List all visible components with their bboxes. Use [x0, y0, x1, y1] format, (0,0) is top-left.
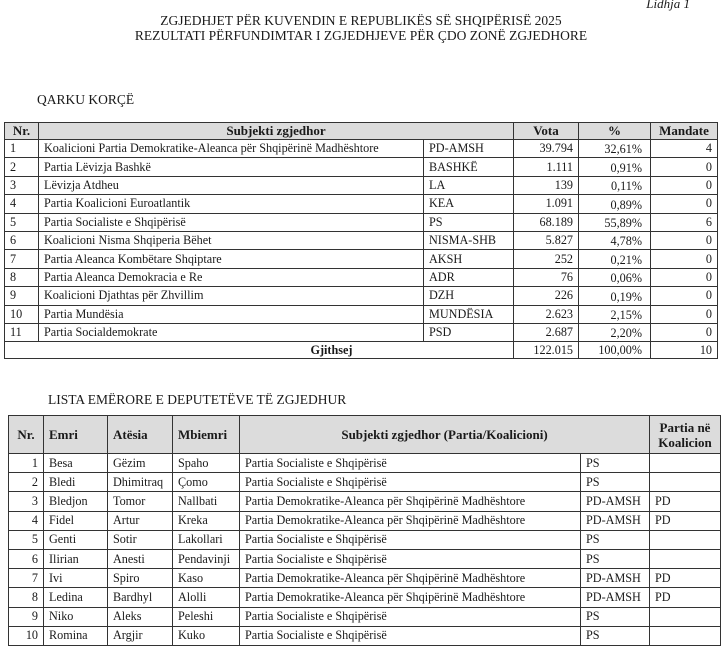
subject-abbr: PS: [581, 530, 650, 549]
region-title: QARKU KORÇË: [37, 92, 135, 107]
coalition-party: [650, 607, 721, 626]
first-name: Besa: [44, 454, 108, 473]
total-label: Gjithsej: [5, 342, 514, 359]
subject-abbr: PSD: [424, 323, 514, 341]
father-name: Aleks: [108, 607, 173, 626]
subject-abbr: PS: [581, 473, 650, 492]
subject-abbr: PS: [581, 607, 650, 626]
father-name: Argjir: [108, 626, 173, 645]
seats-value: 0: [651, 195, 718, 213]
total-seats: 10: [651, 342, 718, 359]
subject-abbr: PD-AMSH: [424, 140, 514, 158]
percent-value: 2,20%: [579, 323, 651, 341]
seats-value: 0: [651, 268, 718, 286]
row-nr: 1: [9, 454, 44, 473]
col-percent: %: [579, 123, 651, 140]
subject-abbr: PD-AMSH: [581, 569, 650, 588]
row-nr: 4: [5, 195, 39, 213]
subject-name: Partia Socialiste e Shqipërisë: [240, 626, 581, 645]
votes-value: 2.623: [514, 305, 579, 323]
row-nr: 8: [9, 588, 44, 607]
col-father-name: Atësia: [108, 416, 173, 454]
subject-name: Partia Lëvizja Bashkë: [39, 158, 424, 176]
results-total-row: [5, 342, 718, 359]
subject-name: Partia Mundësia: [39, 305, 424, 323]
first-name: Bledjon: [44, 492, 108, 511]
row-nr: 10: [5, 305, 39, 323]
seats-value: 0: [651, 323, 718, 341]
results-row: [5, 268, 718, 286]
votes-value: 76: [514, 268, 579, 286]
seats-value: 0: [651, 158, 718, 176]
coalition-party: [650, 626, 721, 645]
seats-value: 0: [651, 176, 718, 194]
subject-abbr: AKSH: [424, 250, 514, 268]
col-nr: Nr.: [5, 123, 39, 140]
last-name: Lakollari: [173, 530, 240, 549]
results-row: [5, 250, 718, 268]
deputy-row: [9, 549, 721, 568]
deputies-list-title: LISTA EMËRORE E DEPUTETËVE TË ZGJEDHUR: [48, 392, 347, 407]
row-nr: 7: [9, 569, 44, 588]
results-row: [5, 176, 718, 194]
results-table: [4, 122, 718, 359]
subject-name: Partia Koalicioni Euroatlantik: [39, 195, 424, 213]
first-name: Ledina: [44, 588, 108, 607]
first-name: Niko: [44, 607, 108, 626]
seats-value: 6: [651, 213, 718, 231]
percent-value: 55,89%: [579, 213, 651, 231]
father-name: Artur: [108, 511, 173, 530]
col-coalition-party: Partia në Koalicion: [650, 416, 721, 454]
subject-name: Partia Aleanca Kombëtare Shqiptare: [39, 250, 424, 268]
votes-value: 5.827: [514, 231, 579, 249]
results-row: [5, 158, 718, 176]
subject-abbr: PS: [424, 213, 514, 231]
coalition-party: [650, 549, 721, 568]
subject-abbr: KEA: [424, 195, 514, 213]
results-row: [5, 231, 718, 249]
row-nr: 8: [5, 268, 39, 286]
subject-abbr: ADR: [424, 268, 514, 286]
percent-value: 0,19%: [579, 287, 651, 305]
deputy-row: [9, 454, 721, 473]
last-name: Çomo: [173, 473, 240, 492]
deputy-row: [9, 569, 721, 588]
father-name: Dhimitraq: [108, 473, 173, 492]
votes-value: 139: [514, 176, 579, 194]
father-name: Anesti: [108, 549, 173, 568]
subject-name: Lëvizja Atdheu: [39, 176, 424, 194]
row-nr: 11: [5, 323, 39, 341]
percent-value: 0,89%: [579, 195, 651, 213]
last-name: Peleshi: [173, 607, 240, 626]
subject-abbr: DZH: [424, 287, 514, 305]
results-row: [5, 323, 718, 341]
row-nr: 5: [9, 530, 44, 549]
first-name: Fidel: [44, 511, 108, 530]
votes-value: 252: [514, 250, 579, 268]
document-title: ZGJEDHJET PËR KUVENDIN E REPUBLIKËS SË SHQIPËRISË 2025: [160, 13, 562, 28]
row-nr: 9: [9, 607, 44, 626]
deputy-row: [9, 626, 721, 645]
subject-abbr: PD-AMSH: [581, 492, 650, 511]
father-name: Sotir: [108, 530, 173, 549]
father-name: Tomor: [108, 492, 173, 511]
percent-value: 0,06%: [579, 268, 651, 286]
votes-value: 68.189: [514, 213, 579, 231]
deputy-row: [9, 530, 721, 549]
first-name: Ilirian: [44, 549, 108, 568]
last-name: Alolli: [173, 588, 240, 607]
last-name: Kuko: [173, 626, 240, 645]
father-name: Gëzim: [108, 454, 173, 473]
col-last-name: Mbiemri: [173, 416, 240, 454]
row-nr: 1: [5, 140, 39, 158]
row-nr: 3: [9, 492, 44, 511]
subject-name: Partia Demokratike-Aleanca për Shqipërinë Madhështore: [240, 588, 581, 607]
row-nr: 6: [5, 231, 39, 249]
seats-value: 0: [651, 287, 718, 305]
col-subject: Subjekti zgjedhor (Partia/Koalicioni): [240, 416, 650, 454]
row-nr: 10: [9, 626, 44, 645]
row-nr: 5: [5, 213, 39, 231]
father-name: Spiro: [108, 569, 173, 588]
subject-name: Partia Socialiste e Shqipërisë: [39, 213, 424, 231]
last-name: Pendavinji: [173, 549, 240, 568]
row-nr: 2: [5, 158, 39, 176]
votes-value: 1.111: [514, 158, 579, 176]
first-name: Genti: [44, 530, 108, 549]
total-percent: 100,00%: [579, 342, 651, 359]
deputies-table: [8, 415, 721, 646]
row-nr: 2: [9, 473, 44, 492]
subject-name: Koalicioni Nisma Shqiperia Bëhet: [39, 231, 424, 249]
subject-name: Partia Socialiste e Shqipërisë: [240, 530, 581, 549]
results-row: [5, 287, 718, 305]
subject-abbr: PS: [581, 549, 650, 568]
results-row: [5, 195, 718, 213]
deputies-header-row: [9, 416, 721, 454]
subject-name: Partia Socialdemokrate: [39, 323, 424, 341]
row-nr: 7: [5, 250, 39, 268]
results-row: [5, 305, 718, 323]
results-row: [5, 140, 718, 158]
subject-name: Partia Socialiste e Shqipërisë: [240, 549, 581, 568]
results-row: [5, 213, 718, 231]
percent-value: 0,11%: [579, 176, 651, 194]
subject-abbr: PS: [581, 454, 650, 473]
subject-name: Partia Socialiste e Shqipërisë: [240, 454, 581, 473]
last-name: Kaso: [173, 569, 240, 588]
subject-abbr: LA: [424, 176, 514, 194]
col-nr: Nr.: [9, 416, 44, 454]
total-votes: 122.015: [514, 342, 579, 359]
deputy-row: [9, 588, 721, 607]
first-name: Ivi: [44, 569, 108, 588]
deputy-row: [9, 492, 721, 511]
subject-abbr: BASHKË: [424, 158, 514, 176]
coalition-party: [650, 530, 721, 549]
percent-value: 32,61%: [579, 140, 651, 158]
subject-abbr: NISMA-SHB: [424, 231, 514, 249]
father-name: Bardhyl: [108, 588, 173, 607]
deputy-row: [9, 607, 721, 626]
col-votes: Vota: [514, 123, 579, 140]
row-nr: 6: [9, 549, 44, 568]
subject-name: Koalicioni Partia Demokratike-Aleanca për Shqipërinë Madhështore: [39, 140, 424, 158]
document-subtitle: REZULTATI PËRFUNDIMTAR I ZGJEDHJEVE PËR ÇDO ZONË ZGJEDHORE: [134, 28, 588, 43]
percent-value: 2,15%: [579, 305, 651, 323]
subject-abbr: MUNDËSIA: [424, 305, 514, 323]
first-name: Bledi: [44, 473, 108, 492]
seats-value: 0: [651, 305, 718, 323]
coalition-party: PD: [650, 492, 721, 511]
votes-value: 39.794: [514, 140, 579, 158]
percent-value: 0,21%: [579, 250, 651, 268]
last-name: Nallbati: [173, 492, 240, 511]
col-subject: Subjekti zgjedhor: [39, 123, 514, 140]
first-name: Romina: [44, 626, 108, 645]
subject-abbr: PD-AMSH: [581, 588, 650, 607]
coalition-party: [650, 454, 721, 473]
row-nr: 4: [9, 511, 44, 530]
coalition-party: [650, 473, 721, 492]
subject-abbr: PD-AMSH: [581, 511, 650, 530]
seats-value: 0: [651, 250, 718, 268]
row-nr: 3: [5, 176, 39, 194]
seats-value: 0: [651, 231, 718, 249]
subject-name: Partia Demokratike-Aleanca për Shqipërinë Madhështore: [240, 569, 581, 588]
votes-value: 1.091: [514, 195, 579, 213]
coalition-party: PD: [650, 511, 721, 530]
votes-value: 2.687: [514, 323, 579, 341]
subject-name: Partia Socialiste e Shqipërisë: [240, 607, 581, 626]
row-nr: 9: [5, 287, 39, 305]
subject-name: Koalicioni Djathtas për Zhvillim: [39, 287, 424, 305]
seats-value: 4: [651, 140, 718, 158]
last-name: Kreka: [173, 511, 240, 530]
percent-value: 0,91%: [579, 158, 651, 176]
deputy-row: [9, 511, 721, 530]
deputy-row: [9, 473, 721, 492]
subject-abbr: PS: [581, 626, 650, 645]
coalition-party: PD: [650, 588, 721, 607]
coalition-party: PD: [650, 569, 721, 588]
annex-label: Lidhja 1: [646, 0, 690, 11]
percent-value: 4,78%: [579, 231, 651, 249]
subject-name: Partia Demokratike-Aleanca për Shqipërinë Madhështore: [240, 492, 581, 511]
subject-name: Partia Socialiste e Shqipërisë: [240, 473, 581, 492]
col-seats: Mandate: [651, 123, 718, 140]
subject-name: Partia Aleanca Demokracia e Re: [39, 268, 424, 286]
col-first-name: Emri: [44, 416, 108, 454]
results-header-row: [5, 123, 718, 140]
last-name: Spaho: [173, 454, 240, 473]
votes-value: 226: [514, 287, 579, 305]
subject-name: Partia Demokratike-Aleanca për Shqipërinë Madhështore: [240, 511, 581, 530]
